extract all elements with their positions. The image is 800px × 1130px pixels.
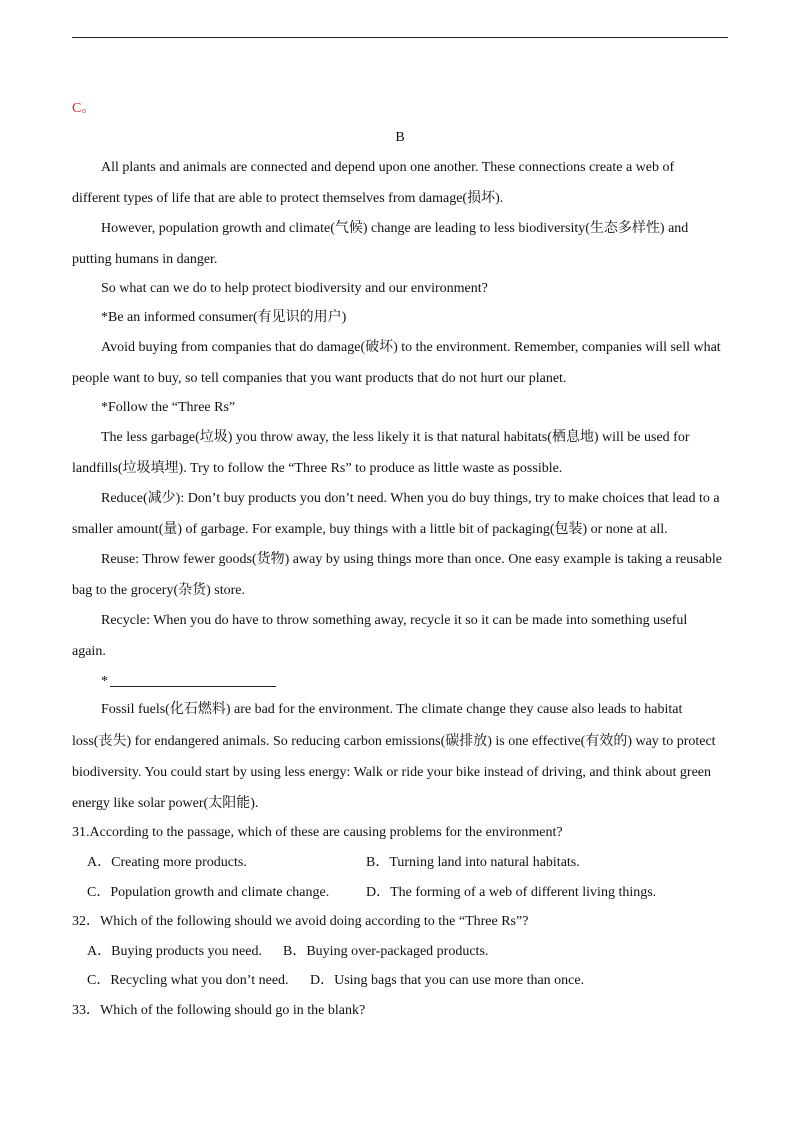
blank-heading — [101, 672, 276, 691]
blank-asterisk: * — [101, 674, 108, 689]
passage-line: different types of life that are able to protect themselves from damage(损坏). — [72, 191, 504, 206]
passage-line: Reuse: Throw fewer goods(货物) away by using things more than once. One easy example is taking a reusable — [101, 552, 723, 567]
passage-line: So what can we do to help protect biodiversity and our environment? — [101, 281, 488, 296]
passage-line: Recycle: When you do have to throw something away, recycle it so it can be made into something useful — [101, 613, 688, 628]
passage-line: Avoid buying from companies that do damage(破坏) to the environment. Remember, companies will sell what — [101, 340, 721, 355]
question-stem: 33．Which of the following should go in the blank? — [72, 1003, 366, 1018]
passage-line: putting humans in danger. — [72, 252, 218, 267]
passage-line: Reduce(减少): Don’t buy products you don’t need. When you do buy things, try to make choices that lead to a — [101, 491, 720, 506]
option-a[interactable]: A．Buying products you need. — [87, 944, 262, 959]
question-stem: 32．Which of the following should we avoid doing according to the “Three Rs”? — [72, 914, 529, 929]
heading-blank — [110, 672, 276, 687]
option-a[interactable]: A．Creating more products. — [87, 855, 247, 870]
passage-line: loss(丧失) for endangered animals. So reducing carbon emissions(碳排放) is one effective(有效的) way to protect — [72, 734, 716, 749]
option-b[interactable]: B．Turning land into natural habitats. — [366, 855, 580, 870]
passage-line: smaller amount(量) of garbage. For example, buy things with a little bit of packaging(包装) or none at all. — [72, 522, 668, 537]
option-b[interactable]: B．Buying over-packaged products. — [283, 944, 489, 959]
passage-line: Fossil fuels(化石燃料) are bad for the environment. The climate change they cause also leads to habitat — [101, 702, 683, 717]
option-d[interactable]: D．The forming of a web of different living things. — [366, 885, 657, 900]
option-d[interactable]: D．Using bags that you can use more than once. — [310, 973, 585, 988]
question-stem: 31.According to the passage, which of these are causing problems for the environment? — [72, 825, 563, 840]
passage-line: The less garbage(垃圾) you throw away, the less likely it is that natural habitats(栖息地) will be used for — [101, 430, 690, 445]
passage-line: However, population growth and climate(气候) change are leading to less biodiversity(生态多样性) and — [101, 221, 689, 236]
passage-heading: *Follow the “Three Rs” — [101, 400, 236, 415]
option-c[interactable]: C．Recycling what you don’t need. — [87, 973, 289, 988]
header-rule — [72, 37, 728, 38]
section-title: B — [395, 130, 405, 145]
passage-line: again. — [72, 644, 106, 659]
passage-heading: *Be an informed consumer(有见识的用户) — [101, 310, 347, 325]
passage-line: people want to buy, so tell companies that you want products that do not hurt our planet. — [72, 371, 567, 386]
passage-line: All plants and animals are connected and depend upon one another. These connections create a web of — [101, 160, 675, 175]
previous-answer: C。 — [72, 101, 96, 116]
passage-line: energy like solar power(太阳能). — [72, 796, 259, 811]
passage-line: biodiversity. You could start by using less energy: Walk or ride your bike instead of driving, and think about green — [72, 765, 712, 780]
option-c[interactable]: C．Population growth and climate change. — [87, 885, 330, 900]
passage-line: landfills(垃圾填埋). Try to follow the “Three Rs” to produce as little waste as possible. — [72, 461, 563, 476]
passage-line: bag to the grocery(杂货) store. — [72, 583, 245, 598]
